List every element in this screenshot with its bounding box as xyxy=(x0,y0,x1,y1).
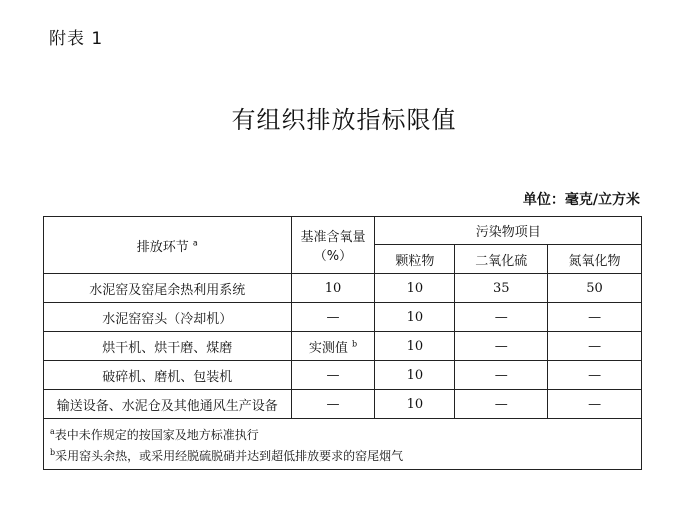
header-oxygen-label: 基准含氧量 xyxy=(300,230,366,245)
header-nox: 氮氧化物 xyxy=(548,245,642,274)
table-row xyxy=(44,274,642,303)
oxygen-value: 10 xyxy=(324,280,342,296)
so2-cell: — xyxy=(455,361,548,390)
oxygen-cell xyxy=(291,390,375,419)
stage-cell: 输送设备、水泥仓及其他通风生产设备 xyxy=(44,390,292,419)
footnote-b xyxy=(50,444,635,465)
header-particulate: 颗粒物 xyxy=(375,245,455,274)
table-row xyxy=(44,361,642,390)
footnote-a-mark: a xyxy=(50,427,55,436)
oxygen-value: 实测值 xyxy=(308,340,348,356)
notes-row xyxy=(44,419,642,470)
particulate-cell: 10 xyxy=(375,332,455,361)
oxygen-cell xyxy=(291,332,375,361)
nox-cell: — xyxy=(548,332,642,361)
nox-cell: 50 xyxy=(548,274,642,303)
stage-cell: 破碎机、磨机、包装机 xyxy=(44,361,292,390)
header-oxygen-unit: （%） xyxy=(313,249,353,264)
particulate-cell: 10 xyxy=(375,303,455,332)
oxygen-cell xyxy=(291,361,375,390)
oxygen-cell xyxy=(291,274,375,303)
particulate-cell: 10 xyxy=(375,274,455,303)
footnote-a xyxy=(50,423,635,444)
so2-cell: 35 xyxy=(455,274,548,303)
so2-cell: — xyxy=(455,303,548,332)
oxygen-value: — xyxy=(326,309,340,325)
header-stage-footnote-mark: a xyxy=(192,238,198,248)
annex-label: 附表 1 xyxy=(49,29,104,49)
particulate-cell: 10 xyxy=(375,361,455,390)
footnote-a-text: 表中未作规定的按国家及地方标准执行 xyxy=(54,428,259,442)
footnote-b-mark: b xyxy=(50,448,56,457)
header-so2: 二氧化硫 xyxy=(455,245,548,274)
so2-cell: — xyxy=(455,390,548,419)
unit-label: 单位：毫克/立方米 xyxy=(522,192,640,208)
stage-cell: 水泥窑窑头（冷却机） xyxy=(44,303,292,332)
footnote-b-text: 采用窑头余热，或采用经脱硫脱硝并达到超低排放要求的窑尾烟气 xyxy=(55,449,404,463)
header-stage xyxy=(44,217,292,274)
oxygen-cell xyxy=(291,303,375,332)
header-oxygen xyxy=(291,217,375,274)
oxygen-value: — xyxy=(326,396,340,412)
nox-cell: — xyxy=(548,390,642,419)
table-row xyxy=(44,390,642,419)
oxygen-value: — xyxy=(326,367,340,383)
nox-cell: — xyxy=(548,303,642,332)
nox-cell: — xyxy=(548,361,642,390)
table-row xyxy=(44,332,642,361)
oxygen-footnote-mark: b xyxy=(352,339,358,349)
stage-cell: 烘干机、烘干磨、煤磨 xyxy=(44,332,292,361)
so2-cell: — xyxy=(455,332,548,361)
header-pollutants: 污染物项目 xyxy=(375,217,642,245)
header-stage-label: 排放环节 xyxy=(136,239,189,255)
stage-cell: 水泥窑及窑尾余热利用系统 xyxy=(44,274,292,303)
page-title: 有组织排放指标限值 xyxy=(231,106,457,134)
table-notes xyxy=(44,419,642,470)
emission-limits-table xyxy=(43,216,642,470)
particulate-cell: 10 xyxy=(375,390,455,419)
table-row xyxy=(44,303,642,332)
